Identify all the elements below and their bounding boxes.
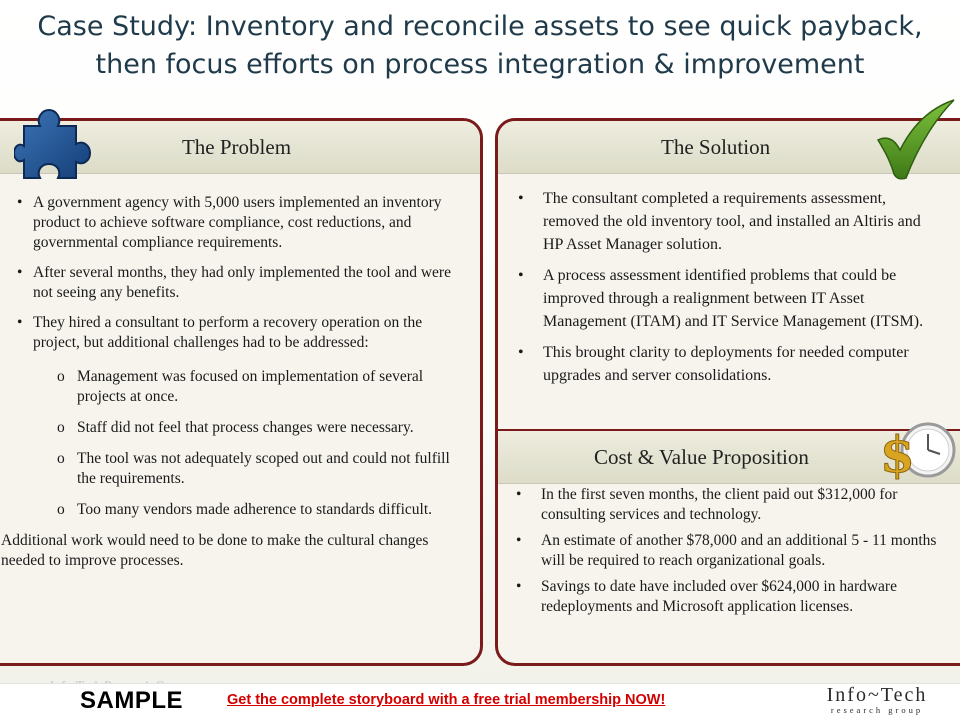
checkmark-icon	[872, 96, 958, 186]
svg-text:$: $	[880, 425, 915, 482]
logo-name: Info~Tech	[826, 684, 928, 706]
problem-bullet: • A government agency with 5,000 users implemented an inventory product to achieve software compliance, cost reductions, and governmental compliance requirements.	[17, 193, 461, 253]
solution-bullet: • This brought clarity to deployments for needed computer upgrades and server consolidations.	[518, 341, 938, 387]
problem-bullet-text: They hired a consultant to perform a recovery operation on the project, but additional challenges had to be addressed:	[33, 314, 423, 351]
cost-bullet: • In the first seven months, the client paid out $312,000 for consulting services and technology.	[516, 485, 956, 525]
problem-body	[1, 193, 461, 571]
problem-sub-bullet: o Too many vendors made adherence to standards difficult.	[57, 500, 461, 520]
problem-sub-bullet: o Staff did not feel that process changes were necessary.	[57, 418, 461, 438]
problem-closing: Additional work would need to be done to make the cultural changes needed to improve processes.	[1, 532, 429, 569]
problem-heading: The Problem	[181, 135, 292, 159]
problem-sub-bullet: o Management was focused on implementation of several projects at once.	[57, 367, 461, 407]
dollar-clock-icon	[878, 418, 958, 482]
title-line-1: Case Study: Inventory and reconcile assets to see quick payback,	[37, 11, 923, 42]
solution-body	[518, 187, 938, 395]
solution-bullet: • The consultant completed a requirements assessment, removed the old inventory tool, and installed an Altiris and HP Asset Manager solution.	[518, 187, 938, 256]
trial-membership-link[interactable]: Get the complete storyboard with a free trial membership NOW!	[227, 692, 666, 708]
cost-heading: Cost & Value Proposition	[594, 445, 809, 469]
problem-panel	[0, 118, 483, 666]
sample-label: SAMPLE	[80, 687, 184, 714]
problem-bullet: • After several months, they had only implemented the tool and were not seeing any benefits.	[17, 263, 461, 303]
solution-heading: The Solution	[661, 135, 771, 159]
problem-bullet	[17, 313, 461, 520]
logo-tagline: research group	[830, 705, 924, 715]
footer-bar	[0, 683, 960, 721]
info-tech-logo	[818, 685, 936, 715]
cost-bullet: • Savings to date have included over $624,000 in hardware redeployments and Microsoft application licenses.	[516, 577, 956, 617]
solution-panel	[495, 118, 960, 666]
title-line-2: then focus efforts on process integration & improvement	[95, 49, 865, 80]
solution-bullet: • A process assessment identified problems that could be improved through a realignment between IT Asset Management (ITAM) and IT Service Management (ITSM).	[518, 264, 938, 333]
problem-sub-bullet: o The tool was not adequately scoped out and could not fulfill the requirements.	[57, 449, 461, 489]
cost-body	[516, 485, 956, 623]
puzzle-icon	[14, 104, 94, 182]
page-title	[0, 8, 960, 84]
cost-bullet: • An estimate of another $78,000 and an additional 5 - 11 months will be required to reach organizational goals.	[516, 531, 956, 571]
